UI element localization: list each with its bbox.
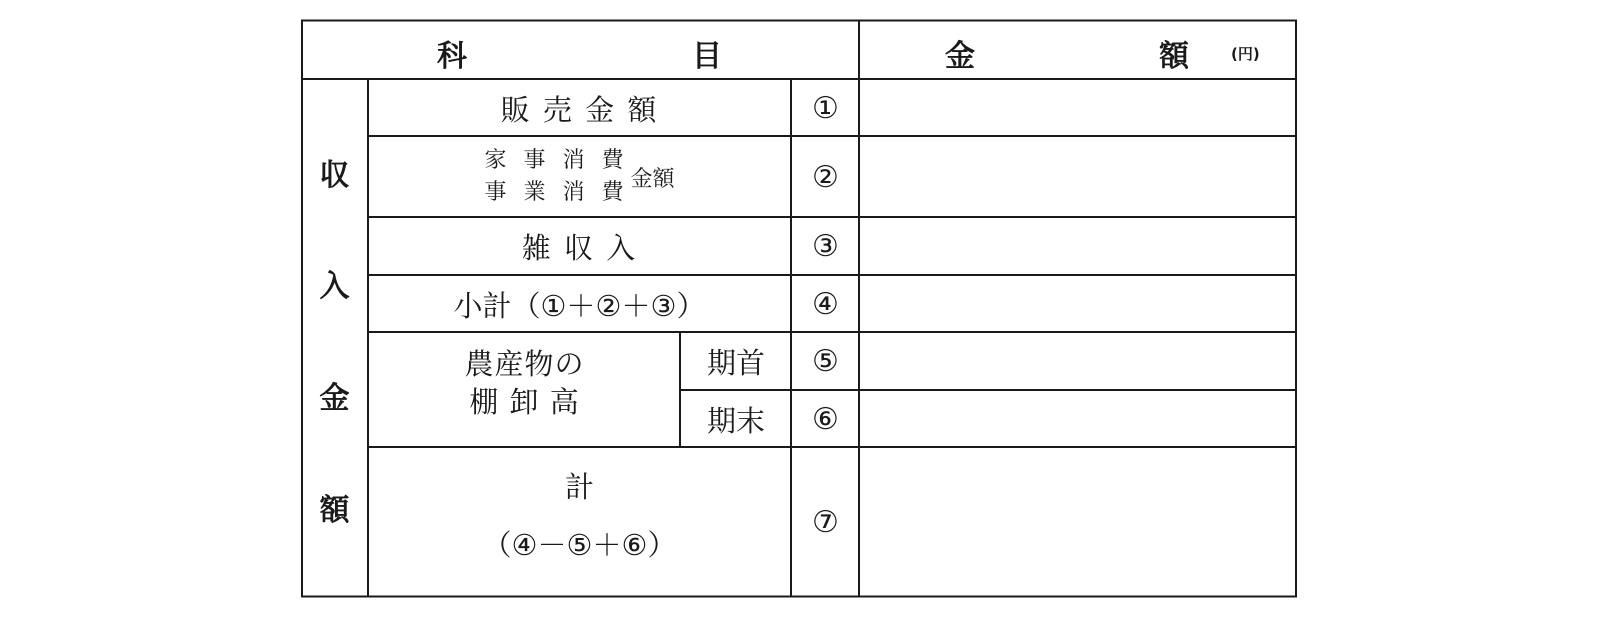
inventory-opening-label: 期首 xyxy=(706,346,765,380)
consumption-line-household: 家 事 消 費 xyxy=(484,148,629,173)
amount-field-7[interactable] xyxy=(860,448,1295,596)
side-label-char-3: 金 xyxy=(319,381,350,416)
amount-field-2[interactable] xyxy=(860,137,1295,217)
row-number-4: ④ xyxy=(812,286,839,322)
consumption-label-lines xyxy=(485,145,629,209)
header-amount-char-2: 額 xyxy=(1159,39,1189,74)
header-amount-char-1: 金 xyxy=(945,39,975,74)
row-number-5: ⑤ xyxy=(812,344,839,379)
side-label-char-1: 収 xyxy=(319,158,350,193)
row-sales-label: 販 売 金 額 xyxy=(500,92,659,127)
inventory-line-1: 農産物の xyxy=(464,347,585,381)
row-misc-income-label: 雑 収 入 xyxy=(521,231,638,265)
inventory-label-lines xyxy=(464,345,584,421)
inventory-closing-label: 期末 xyxy=(706,403,765,438)
inventory-label xyxy=(369,333,680,447)
header-amount xyxy=(859,21,1295,79)
header-subject xyxy=(302,21,857,79)
total-label-lines xyxy=(483,458,677,574)
amount-field-4[interactable] xyxy=(860,276,1295,332)
row-number-1: ① xyxy=(812,90,839,126)
inventory-line-2: 棚 卸 高 xyxy=(469,385,580,419)
total-line-title: 計 xyxy=(564,470,594,504)
header-subject-char-1: 科 xyxy=(437,39,467,74)
header-subject-char-2: 目 xyxy=(692,39,722,74)
consumption-line-business: 事 業 消 費 xyxy=(484,180,629,205)
amount-field-6[interactable] xyxy=(860,391,1295,447)
income-section-label xyxy=(302,80,367,594)
yen-unit-label: (円) xyxy=(1231,45,1260,63)
row-consumption-label xyxy=(369,137,790,217)
total-line-formula: （④－⑤＋⑥） xyxy=(482,528,677,562)
row-number-7: ⑦ xyxy=(812,504,839,540)
side-label-char-4: 額 xyxy=(319,493,350,528)
row-subtotal-label: 小計（①＋②＋③） xyxy=(453,288,706,323)
row-number-3: ③ xyxy=(812,229,839,264)
side-label-char-2: 入 xyxy=(319,269,350,304)
amount-field-5[interactable] xyxy=(860,333,1295,390)
row-total-label xyxy=(369,448,790,596)
row-number-2: ② xyxy=(812,159,839,195)
consumption-label-suffix: 金額 xyxy=(630,166,675,192)
amount-field-1[interactable] xyxy=(860,80,1295,136)
row-number-6: ⑥ xyxy=(812,401,839,437)
amount-field-3[interactable] xyxy=(860,218,1295,275)
